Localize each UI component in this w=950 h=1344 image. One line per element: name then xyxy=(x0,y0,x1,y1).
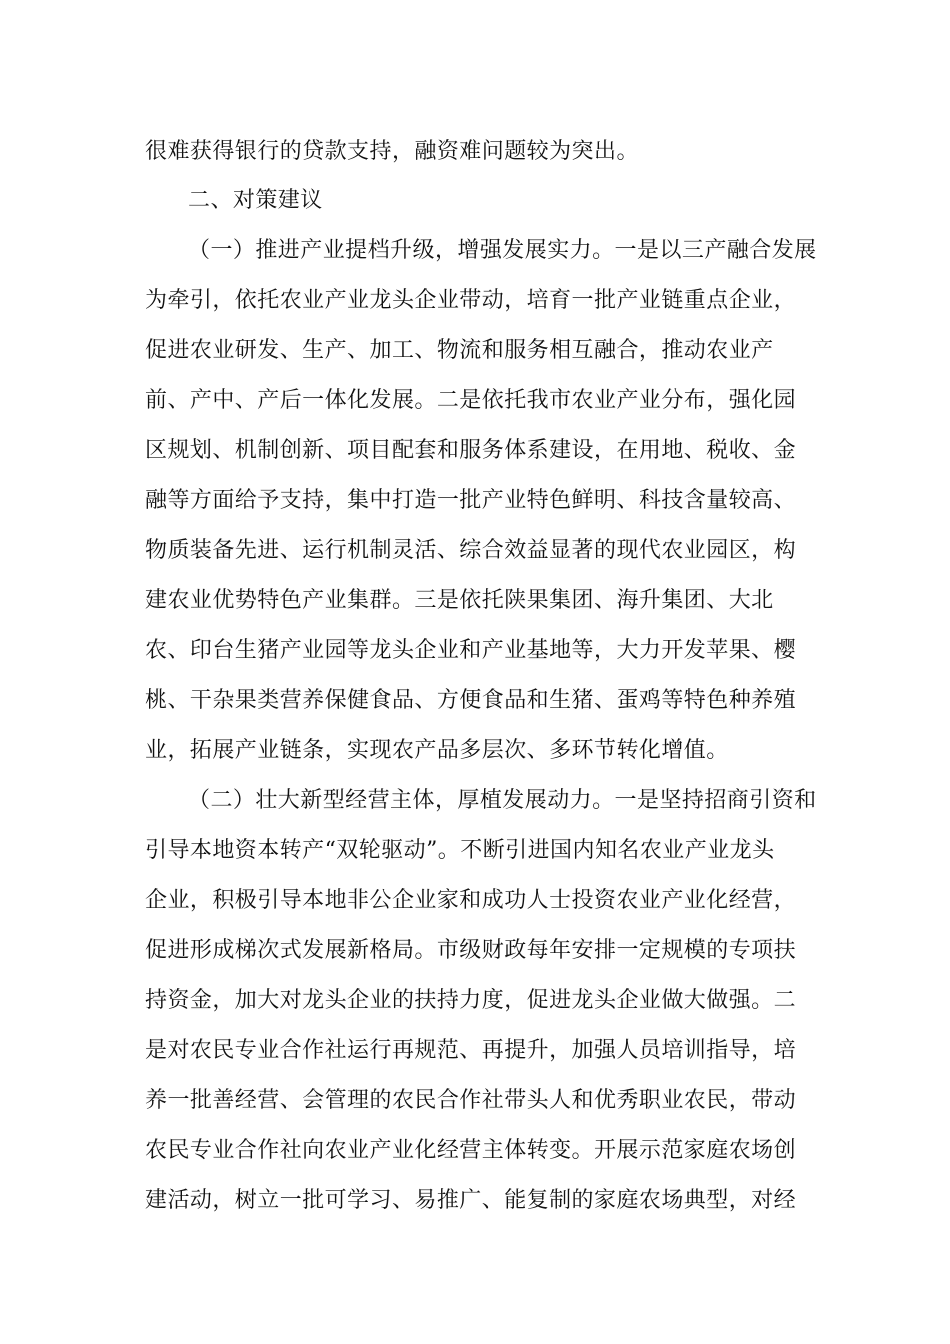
paragraph-line: 农民专业合作社向农业产业化经营主体转变。开展示范家庭农场创 xyxy=(145,1138,797,1163)
paragraph-line: 引导本地资本转产“双轮驱动”。不断引进国内知名农业产业龙头 xyxy=(145,838,775,863)
paragraph-line: 桃、干杂果类营养保健食品、方便食品和生猪、蛋鸡等特色种养殖 xyxy=(145,688,797,713)
paragraph-line: 建农业优势特色产业集群。三是依托陕果集团、海升集团、大北 xyxy=(145,588,774,613)
paragraph-line: 农、印台生猪产业园等龙头企业和产业基地等，大力开发苹果、樱 xyxy=(145,638,797,663)
paragraph-line: 养一批善经营、会管理的农民合作社带头人和优秀职业农民，带动 xyxy=(145,1088,797,1113)
paragraph-line: 很难获得银行的贷款支持，融资难问题较为突出。 xyxy=(145,139,639,164)
paragraph-line: 业，拓展产业链条，实现农产品多层次、多环节转化增值。 xyxy=(145,738,729,763)
paragraph-line: 促进形成梯次式发展新格局。市级财政每年安排一定规模的专项扶 xyxy=(145,938,797,963)
paragraph-line: （二）壮大新型经营主体，厚植发展动力。一是坚持招商引资和 xyxy=(188,788,817,813)
paragraph-line: （一）推进产业提档升级，增强发展实力。一是以三产融合发展 xyxy=(188,238,817,263)
paragraph-line: 企业，积极引导本地非公企业家和成功人士投资农业产业化经营， xyxy=(145,888,797,913)
paragraph-line: 前、产中、产后一体化发展。二是依托我市农业产业分布，强化园 xyxy=(145,388,797,413)
section-heading: 二、对策建议 xyxy=(188,188,323,213)
paragraph-line: 物质装备先进、运行机制灵活、综合效益显著的现代农业园区，构 xyxy=(145,538,797,563)
paragraph-line: 促进农业研发、生产、加工、物流和服务相互融合，推动农业产 xyxy=(145,338,774,363)
paragraph-line: 是对农民专业合作社运行再规范、再提升，加强人员培训指导，培 xyxy=(145,1038,797,1063)
paragraph-line: 为牵引，依托农业产业龙头企业带动，培育一批产业链重点企业， xyxy=(145,288,797,313)
paragraph-line: 建活动，树立一批可学习、易推广、能复制的家庭农场典型，对经 xyxy=(145,1188,797,1213)
paragraph-line: 融等方面给予支持，集中打造一批产业特色鲜明、科技含量较高、 xyxy=(145,488,797,513)
paragraph-line: 区规划、机制创新、项目配套和服务体系建设，在用地、税收、金 xyxy=(145,438,797,463)
paragraph-line: 持资金，加大对龙头企业的扶持力度，促进龙头企业做大做强。二 xyxy=(145,988,797,1013)
